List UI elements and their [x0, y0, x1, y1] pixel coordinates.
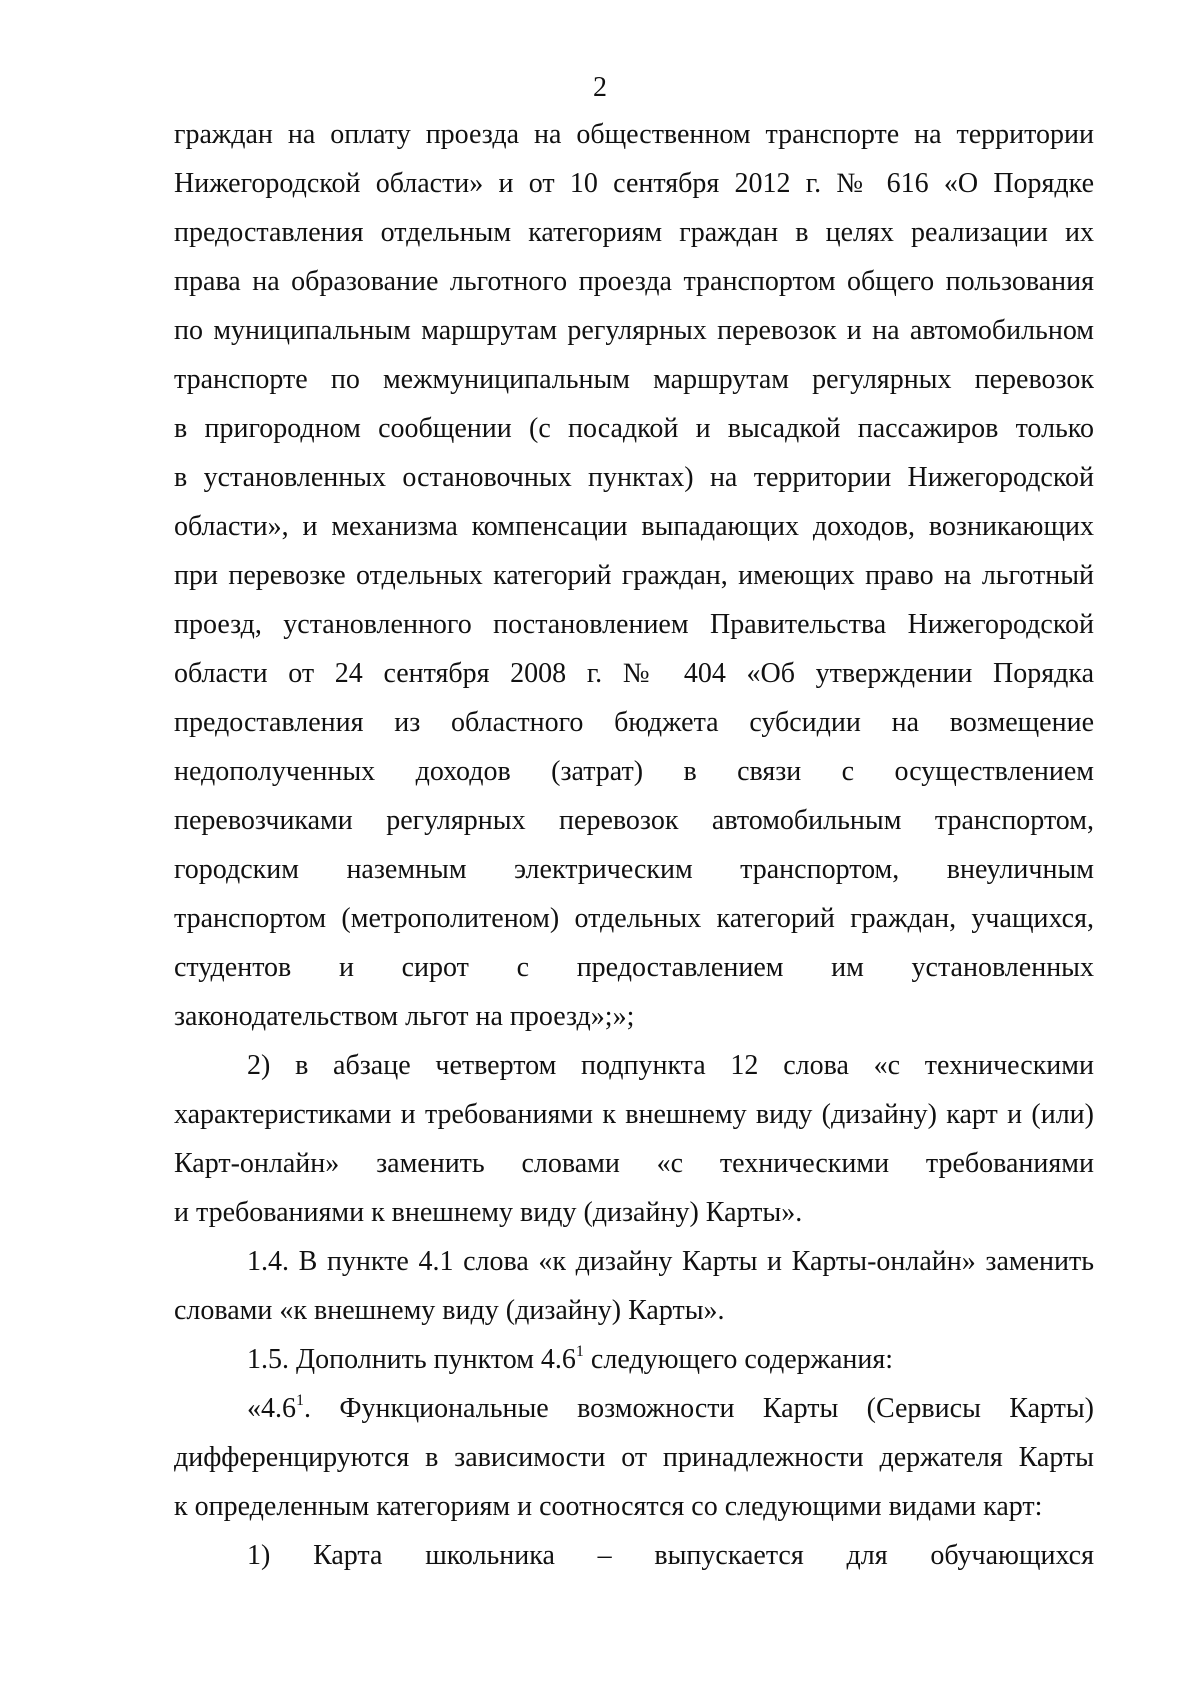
- text-line: студентов и сирот с предоставлением им установленных: [174, 952, 1094, 983]
- text-line: Карт-онлайн» заменить словами «с техническими требованиями: [174, 1148, 1094, 1179]
- text-line: по муниципальным маршрутам регулярных перевозок и на автомобильном: [174, 315, 1094, 346]
- paragraph-start-line: 2) в абзаце четвертом подпункта 12 слова «с техническими: [247, 1050, 1094, 1081]
- text-line: законодательством льгот на проезд»;»;: [174, 1001, 635, 1032]
- item-4-6-line: [174, 1384, 1094, 1433]
- superscript: 1: [296, 1392, 304, 1409]
- text-line: в установленных остановочных пунктах) на территории Нижегородской: [174, 462, 1094, 493]
- text-line: права на образование льготного проезда транспортом общего пользования: [174, 266, 1094, 297]
- text-line: транспорте по межмуниципальным маршрутам регулярных перевозок: [174, 364, 1094, 395]
- text-line: области от 24 сентября 2008 г. № 404 «Об утверждении Порядка: [174, 658, 1094, 689]
- item-1-5-text: 1.5. Дополнить пунктом 4.6: [247, 1344, 576, 1375]
- text-line: проезд, установленного постановлением Правительства Нижегородской: [174, 609, 1094, 640]
- text-line: городским наземным электрическим транспортом, внеуличным: [174, 854, 1094, 885]
- text-line: и требованиями к внешнему виду (дизайну) Карты».: [174, 1197, 803, 1228]
- superscript: 1: [575, 1343, 584, 1360]
- document-body: [174, 110, 1094, 1580]
- text-line: к определенным категориям и соотносятся со следующими видами карт:: [174, 1491, 1043, 1522]
- text-line: предоставления отдельным категориям граждан в целях реализации их: [174, 217, 1094, 248]
- text-line: в пригородном сообщении (с посадкой и высадкой пассажиров только: [174, 413, 1094, 444]
- text-line: дифференцируются в зависимости от принадлежности держателя Карты: [174, 1442, 1094, 1473]
- text-line: Нижегородской области» и от 10 сентября 2012 г. № 616 «О Порядке: [174, 168, 1094, 199]
- text-line: транспортом (метрополитеном) отдельных категорий граждан, учащихся,: [174, 903, 1094, 934]
- paragraph-start-line: 1) Карта школьника – выпускается для обучающихся: [247, 1540, 1094, 1571]
- text-line: характеристиками и требованиями к внешнему виду (дизайну) карт и (или): [174, 1099, 1094, 1130]
- text-line: при перевозке отдельных категорий граждан, имеющих право на льготный: [174, 560, 1094, 591]
- page-number: 2: [593, 72, 607, 103]
- text-line: перевозчиками регулярных перевозок автомобильным транспортом,: [174, 805, 1094, 836]
- item-4-6-text: Функциональные возможности Карты (Сервисы Карты): [339, 1393, 1094, 1424]
- text-line: предоставления из областного бюджета субсидии на возмещение: [174, 707, 1094, 738]
- item-1-5-text-end: следующего содержания:: [583, 1344, 894, 1375]
- text-line: недополученных доходов (затрат) в связи с осуществлением: [174, 756, 1094, 787]
- paragraph-start-line: 1.4. В пункте 4.1 слова «к дизайну Карты и Карты-онлайн» заменить: [247, 1246, 1094, 1277]
- text-line: словами «к внешнему виду (дизайну) Карты».: [174, 1295, 725, 1326]
- item-1-5-line: [174, 1335, 1094, 1384]
- text-line: граждан на оплату проезда на общественном транспорте на территории: [174, 119, 1094, 150]
- text-line: области», и механизма компенсации выпадающих доходов, возникающих: [174, 511, 1094, 542]
- item-4-6-prefix: «$4.6^1$.: [247, 1392, 311, 1424]
